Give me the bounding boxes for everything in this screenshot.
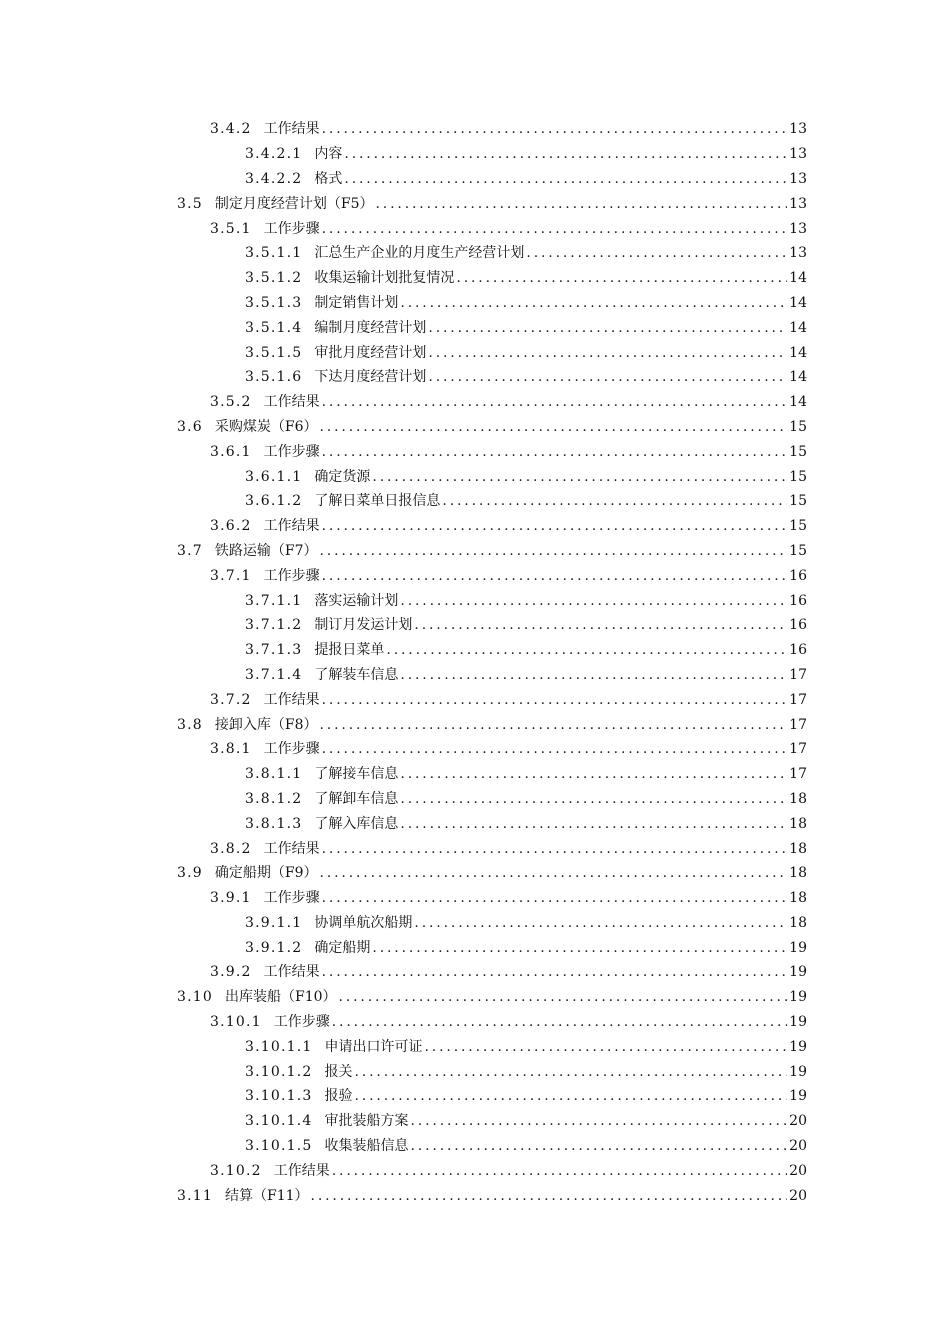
toc-entry-number: 3.7.1.4 — [245, 666, 303, 683]
toc-entry-title: 出库装船（F10） — [224, 989, 337, 1006]
toc-entry-number: 3.6.1 — [210, 443, 252, 460]
toc-entry-page-number: 19 — [789, 1014, 807, 1031]
toc-dot-leader — [322, 963, 788, 981]
toc-entry[interactable] — [0, 241, 950, 266]
toc-entry[interactable] — [0, 216, 950, 241]
toc-dot-leader — [386, 641, 787, 659]
toc-entry[interactable] — [0, 117, 950, 142]
toc-entry-title: 了解卸车信息 — [314, 790, 399, 807]
toc-entry[interactable] — [0, 687, 950, 712]
toc-entry-number: 3.9.2 — [210, 964, 252, 981]
toc-dot-leader — [428, 344, 787, 362]
toc-entry[interactable] — [0, 539, 950, 564]
toc-entry-page-number: 15 — [789, 493, 807, 510]
toc-entry-page-number: 17 — [789, 741, 807, 758]
toc-entry-page-number: 19 — [789, 939, 807, 956]
toc-entry-page-number: 16 — [789, 567, 807, 584]
toc-entry[interactable] — [0, 886, 950, 911]
toc-entry-title: 工作步骤 — [263, 220, 320, 237]
toc-entry-title: 申请出口许可证 — [324, 1038, 423, 1055]
toc-dot-leader — [428, 319, 787, 337]
toc-entry-title: 制定销售计划 — [314, 294, 399, 311]
toc-entry[interactable] — [0, 439, 950, 464]
toc-entry-number: 3.5.1.6 — [245, 369, 303, 386]
toc-dot-leader — [322, 517, 788, 535]
toc-entry-number: 3.5.1.3 — [245, 294, 303, 311]
toc-entry-title: 工作步骤 — [263, 890, 320, 907]
toc-entry-page-number: 15 — [789, 418, 807, 435]
toc-dot-leader — [339, 988, 788, 1006]
toc-entry-number: 3.4.2.2 — [245, 170, 303, 187]
toc-entry-page-number: 18 — [789, 790, 807, 807]
toc-entry-title: 了解入库信息 — [314, 815, 399, 832]
toc-entry-number: 3.8.1.3 — [245, 815, 303, 832]
toc-entry-page-number: 15 — [789, 518, 807, 535]
toc-entry-page-number: 13 — [789, 170, 807, 187]
toc-entry-title: 确定船期（F9） — [214, 865, 318, 882]
toc-entry-title: 确定船期 — [314, 939, 371, 956]
toc-entry[interactable] — [0, 935, 950, 960]
toc-entry-page-number: 18 — [789, 840, 807, 857]
toc-entry-title: 下达月度经营计划 — [314, 369, 427, 386]
toc-entry-number: 3.5.1.4 — [245, 319, 303, 336]
toc-dot-leader — [320, 542, 788, 560]
toc-entry-number: 3.7.1 — [210, 567, 252, 584]
toc-entry[interactable] — [0, 762, 950, 787]
toc-dot-leader — [332, 1162, 787, 1180]
toc-entry-number: 3.7.1.2 — [245, 617, 303, 634]
toc-dot-leader — [400, 294, 787, 312]
toc-entry-page-number: 16 — [789, 642, 807, 659]
toc-entry-page-number: 19 — [789, 1063, 807, 1080]
toc-entry-title: 采购煤炭（F6） — [214, 418, 318, 435]
toc-dot-leader — [322, 393, 788, 411]
toc-dot-leader — [322, 740, 788, 758]
toc-entry-page-number: 16 — [789, 592, 807, 609]
toc-entry-number: 3.9.1.2 — [245, 939, 303, 956]
toc-entry-page-number: 13 — [789, 195, 807, 212]
toc-entry-number: 3.6 — [177, 418, 203, 435]
toc-entry-page-number: 19 — [789, 989, 807, 1006]
toc-entry[interactable] — [0, 811, 950, 836]
toc-entry-page-number: 18 — [789, 815, 807, 832]
toc-entry-page-number: 18 — [789, 890, 807, 907]
toc-dot-leader — [322, 120, 788, 138]
toc-entry-title: 协调单航次船期 — [314, 914, 413, 931]
toc-dot-leader — [322, 691, 788, 709]
toc-dot-leader — [322, 443, 788, 461]
toc-entry-number: 3.10.1.5 — [245, 1138, 313, 1155]
toc-dot-leader — [376, 195, 788, 213]
toc-entry-number: 3.5.1 — [210, 220, 252, 237]
toc-entry-title: 工作结果 — [263, 394, 320, 411]
toc-entry-title: 审批月度经营计划 — [314, 344, 427, 361]
toc-entry-title: 工作步骤 — [263, 443, 320, 460]
toc-entry-title: 格式 — [314, 170, 343, 187]
toc-entry[interactable] — [0, 861, 950, 886]
toc-entry[interactable] — [0, 1034, 950, 1059]
toc-entry-page-number: 17 — [789, 716, 807, 733]
toc-entry-title: 内容 — [314, 146, 343, 163]
toc-entry-title: 制订月发运计划 — [314, 617, 413, 634]
toc-entry[interactable] — [0, 340, 950, 365]
toc-dot-leader — [456, 269, 787, 287]
toc-entry-number: 3.7.1.3 — [245, 642, 303, 659]
toc-entry-number: 3.10.1.4 — [245, 1113, 313, 1130]
toc-entry-title: 工作结果 — [263, 121, 320, 138]
toc-entry-number: 3.8.1.1 — [245, 766, 303, 783]
toc-dot-leader — [322, 220, 788, 238]
toc-entry-page-number: 16 — [789, 617, 807, 634]
toc-entry-title: 铁路运输（F7） — [214, 542, 318, 559]
toc-entry-title: 提报日菜单 — [314, 642, 385, 659]
toc-entry[interactable] — [0, 588, 950, 613]
toc-entry-page-number: 20 — [789, 1162, 807, 1179]
toc-entry-title: 制定月度经营计划（F5） — [214, 195, 374, 212]
toc-dot-leader — [428, 368, 787, 386]
toc-entry[interactable] — [0, 390, 950, 415]
toc-dot-leader — [400, 666, 787, 684]
toc-entry-number: 3.4.2.1 — [245, 146, 303, 163]
toc-dot-leader — [322, 567, 788, 585]
toc-entry-number: 3.5 — [177, 195, 203, 212]
toc-entry[interactable] — [0, 1158, 950, 1183]
toc-entry-title: 汇总生产企业的月度生产经营计划 — [314, 245, 525, 262]
toc-entry[interactable] — [0, 712, 950, 737]
toc-entry-number: 3.10.2 — [210, 1162, 262, 1179]
toc-entry-page-number: 19 — [789, 1088, 807, 1105]
toc-entry-number: 3.5.1.1 — [245, 245, 303, 262]
toc-entry-title: 工作结果 — [263, 518, 320, 535]
toc-entry-number: 3.9.1 — [210, 890, 252, 907]
toc-entry-page-number: 14 — [789, 394, 807, 411]
toc-entry-number: 3.8.1 — [210, 741, 252, 758]
toc-entry[interactable] — [0, 1183, 950, 1208]
toc-entry[interactable] — [0, 489, 950, 514]
table-of-contents — [0, 117, 950, 1208]
toc-entry-number: 3.7.1.1 — [245, 592, 303, 609]
toc-entry-page-number: 13 — [789, 220, 807, 237]
toc-entry-number: 3.9 — [177, 865, 203, 882]
toc-entry-number: 3.10.1.1 — [245, 1038, 313, 1055]
toc-entry-title: 收集装船信息 — [324, 1138, 409, 1155]
toc-entry[interactable] — [0, 315, 950, 340]
toc-entry-number: 3.8 — [177, 716, 203, 733]
toc-entry-page-number: 14 — [789, 294, 807, 311]
toc-entry-title: 了解装车信息 — [314, 666, 399, 683]
toc-entry-page-number: 18 — [789, 914, 807, 931]
toc-entry-number: 3.5.1.2 — [245, 270, 303, 287]
toc-entry-number: 3.7 — [177, 542, 203, 559]
toc-dot-leader — [372, 468, 787, 486]
toc-entry[interactable] — [0, 415, 950, 440]
toc-entry[interactable] — [0, 191, 950, 216]
toc-entry-title: 了解接车信息 — [314, 766, 399, 783]
toc-entry-page-number: 19 — [789, 1038, 807, 1055]
toc-entry[interactable] — [0, 1010, 950, 1035]
toc-entry-number: 3.7.2 — [210, 691, 252, 708]
toc-dot-leader — [372, 939, 787, 957]
toc-entry[interactable] — [0, 167, 950, 192]
toc-entry-page-number: 13 — [789, 146, 807, 163]
toc-entry-page-number: 15 — [789, 443, 807, 460]
toc-entry[interactable] — [0, 663, 950, 688]
toc-entry-page-number: 14 — [789, 344, 807, 361]
toc-entry-title: 编制月度经营计划 — [314, 319, 427, 336]
toc-dot-leader — [320, 864, 788, 882]
toc-entry-title: 接卸入库（F8） — [214, 716, 318, 733]
toc-dot-leader — [400, 790, 787, 808]
toc-entry-number: 3.5.1.5 — [245, 344, 303, 361]
toc-entry-title: 收集运输计划批复情况 — [314, 270, 455, 287]
toc-entry-page-number: 17 — [789, 691, 807, 708]
toc-entry-title: 了解日菜单日报信息 — [314, 493, 441, 510]
toc-dot-leader — [411, 1137, 788, 1155]
toc-dot-leader — [442, 492, 787, 510]
toc-entry-number: 3.10.1.2 — [245, 1063, 313, 1080]
toc-entry-page-number: 13 — [789, 245, 807, 262]
toc-entry[interactable] — [0, 638, 950, 663]
toc-dot-leader — [400, 815, 787, 833]
toc-entry-title: 工作步骤 — [263, 741, 320, 758]
toc-entry-number: 3.10 — [177, 989, 213, 1006]
toc-dot-leader — [322, 840, 788, 858]
toc-entry-title: 工作结果 — [263, 691, 320, 708]
toc-entry-number: 3.6.1.1 — [245, 468, 303, 485]
toc-dot-leader — [322, 889, 788, 907]
toc-entry-page-number: 20 — [789, 1113, 807, 1130]
toc-entry[interactable] — [0, 613, 950, 638]
toc-dot-leader — [526, 244, 787, 262]
toc-dot-leader — [355, 1063, 788, 1081]
toc-entry-title: 审批装船方案 — [324, 1113, 409, 1130]
toc-entry[interactable] — [0, 1059, 950, 1084]
toc-entry[interactable] — [0, 985, 950, 1010]
toc-entry[interactable] — [0, 1084, 950, 1109]
toc-dot-leader — [344, 145, 787, 163]
toc-entry-page-number: 14 — [789, 270, 807, 287]
toc-entry-title: 工作步骤 — [263, 567, 320, 584]
toc-entry-page-number: 20 — [789, 1138, 807, 1155]
toc-entry[interactable] — [0, 142, 950, 167]
toc-entry-number: 3.11 — [177, 1187, 213, 1204]
toc-entry-page-number: 18 — [789, 865, 807, 882]
toc-entry[interactable] — [0, 464, 950, 489]
toc-entry[interactable] — [0, 737, 950, 762]
toc-entry-number: 3.4.2 — [210, 121, 252, 138]
toc-dot-leader — [425, 1038, 788, 1056]
toc-entry-title: 落实运输计划 — [314, 592, 399, 609]
toc-entry-page-number: 14 — [789, 319, 807, 336]
toc-entry-page-number: 20 — [789, 1187, 807, 1204]
toc-entry-number: 3.8.2 — [210, 840, 252, 857]
toc-entry[interactable] — [0, 514, 950, 539]
toc-entry-number: 3.5.2 — [210, 394, 252, 411]
toc-entry-page-number: 14 — [789, 369, 807, 386]
toc-entry[interactable] — [0, 1109, 950, 1134]
toc-dot-leader — [320, 418, 788, 436]
toc-entry-title: 工作结果 — [263, 840, 320, 857]
toc-entry-page-number: 19 — [789, 964, 807, 981]
toc-entry-page-number: 15 — [789, 542, 807, 559]
toc-entry[interactable] — [0, 291, 950, 316]
toc-entry-page-number: 17 — [789, 766, 807, 783]
toc-entry-number: 3.6.1.2 — [245, 493, 303, 510]
toc-entry-page-number: 17 — [789, 666, 807, 683]
toc-entry-title: 工作结果 — [263, 964, 320, 981]
toc-dot-leader — [311, 1187, 788, 1205]
toc-entry-page-number: 13 — [789, 121, 807, 138]
toc-entry[interactable] — [0, 787, 950, 812]
toc-entry-title: 确定货源 — [314, 468, 371, 485]
toc-dot-leader — [332, 1013, 787, 1031]
toc-entry[interactable] — [0, 836, 950, 861]
toc-entry-title: 报验 — [324, 1088, 353, 1105]
toc-dot-leader — [414, 616, 787, 634]
toc-entry[interactable] — [0, 563, 950, 588]
toc-dot-leader — [400, 592, 787, 610]
toc-entry[interactable] — [0, 266, 950, 291]
toc-entry-number: 3.10.1 — [210, 1014, 262, 1031]
toc-entry-title: 结算（F11） — [224, 1187, 309, 1204]
toc-entry[interactable] — [0, 911, 950, 936]
toc-entry[interactable] — [0, 960, 950, 985]
toc-entry-number: 3.8.1.2 — [245, 790, 303, 807]
toc-entry-page-number: 15 — [789, 468, 807, 485]
toc-entry[interactable] — [0, 1134, 950, 1159]
toc-entry-title: 工作结果 — [273, 1162, 330, 1179]
toc-entry-title: 工作步骤 — [273, 1014, 330, 1031]
toc-dot-leader — [400, 765, 787, 783]
toc-dot-leader — [344, 170, 787, 188]
toc-entry-number: 3.10.1.3 — [245, 1088, 313, 1105]
toc-entry[interactable] — [0, 365, 950, 390]
toc-dot-leader — [355, 1087, 788, 1105]
toc-entry-number: 3.6.2 — [210, 518, 252, 535]
toc-dot-leader — [411, 1112, 788, 1130]
toc-entry-number: 3.9.1.1 — [245, 914, 303, 931]
toc-dot-leader — [320, 716, 788, 734]
toc-dot-leader — [414, 914, 787, 932]
toc-entry-title: 报关 — [324, 1063, 353, 1080]
